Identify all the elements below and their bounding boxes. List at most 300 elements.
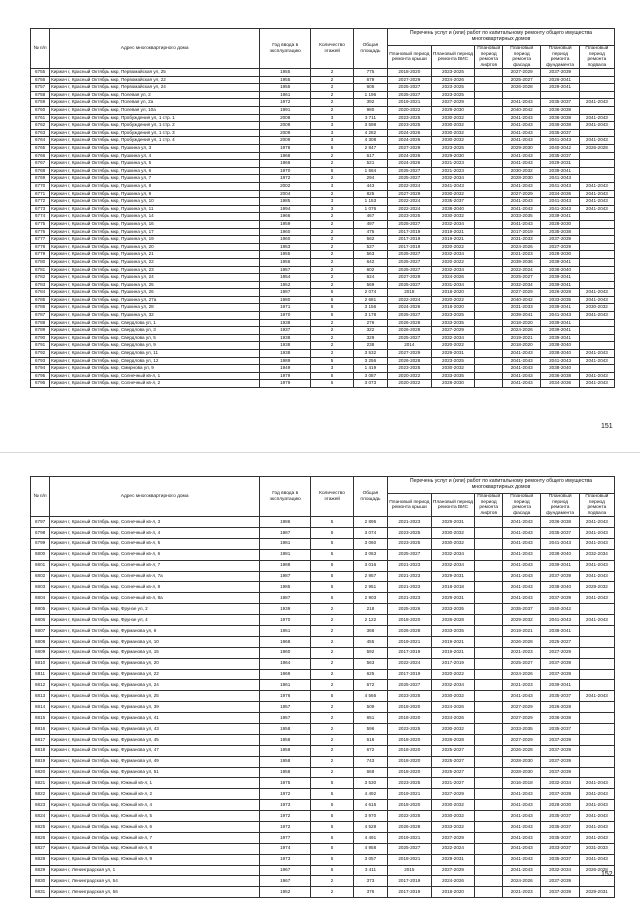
foundation-period-cell: 2037-2039 bbox=[541, 767, 579, 778]
area-cell: 651 bbox=[353, 713, 387, 724]
elevator-period-cell bbox=[475, 304, 503, 312]
roof-period-cell: 2022-2025 bbox=[387, 811, 431, 822]
elevator-period-cell bbox=[475, 129, 503, 137]
floors-cell: 2 bbox=[311, 342, 354, 350]
foundation-period-cell: 2037-2039 bbox=[541, 236, 579, 244]
address-cell: Киржач г, Красный Октябрь мкр, Солнечный кв-л, 8а bbox=[50, 593, 260, 604]
address-cell: Киржач г, Красный Октябрь мкр, Южный кв-л, 7 bbox=[50, 832, 260, 843]
foundation-period-cell: 2037-2039 bbox=[541, 593, 579, 604]
address-cell: Киржач г, Красный Октябрь мкр, Фурманова ул, 22 bbox=[50, 669, 260, 680]
foundation-period-cell: 2034-2036 bbox=[541, 190, 579, 198]
engineering-period-cell: 2030-2032 bbox=[431, 811, 475, 822]
basement-period-cell bbox=[579, 266, 614, 274]
table-row bbox=[31, 84, 615, 92]
area-cell: 3 256 bbox=[353, 357, 387, 365]
engineering-period-cell: 2032-2034 bbox=[431, 251, 475, 259]
facade-period-cell: 2027-2029 bbox=[503, 702, 541, 713]
elevator-period-cell bbox=[475, 175, 503, 183]
roof-period-cell: 2018-2020 bbox=[387, 69, 431, 77]
foundation-period-cell: 2036-2038 bbox=[541, 372, 579, 380]
row-number-cell: 6783 bbox=[31, 281, 50, 289]
engineering-period-cell: 2024-2026 bbox=[431, 876, 475, 887]
elevator-period-cell bbox=[475, 865, 503, 876]
engineering-period-cell: 2032-2034 bbox=[431, 334, 475, 342]
elevator-period-cell bbox=[475, 756, 503, 767]
roof-period-cell: 2017-2019 bbox=[387, 647, 431, 658]
floors-cell: 5 bbox=[311, 312, 354, 320]
elevator-period-cell bbox=[475, 669, 503, 680]
elevator-period-cell bbox=[475, 190, 503, 198]
area-cell: 2 074 bbox=[353, 289, 387, 297]
facade-period-cell: 2025-2027 bbox=[503, 76, 541, 84]
roof-period-cell: 2014 bbox=[387, 342, 431, 350]
area-cell: 624 bbox=[353, 274, 387, 282]
table-row bbox=[31, 832, 615, 843]
year-cell: 2008 bbox=[260, 122, 311, 130]
foundation-period-cell: 2037-2039 bbox=[541, 571, 579, 582]
year-cell: 1987 bbox=[260, 289, 311, 297]
row-number-cell: 6761 bbox=[31, 114, 50, 122]
address-cell: Киржач г, Красный Октябрь мкр, Пушкина ул, 11 bbox=[50, 205, 260, 213]
facade-period-cell: 2039-2036 bbox=[503, 258, 541, 266]
basement-period-cell bbox=[579, 76, 614, 84]
basement-period-cell: 2041-2043 bbox=[579, 357, 614, 365]
row-number-cell: 6788 bbox=[31, 319, 50, 327]
basement-period-cell: 2041-2043 bbox=[579, 205, 614, 213]
year-cell: 1937 bbox=[260, 327, 311, 335]
table-row bbox=[31, 713, 615, 724]
elevator-period-cell bbox=[475, 296, 503, 304]
foundation-period-cell: 2035-2037 bbox=[541, 152, 579, 160]
roof-period-cell: 2017-2019 bbox=[387, 876, 431, 887]
area-cell: 509 bbox=[353, 702, 387, 713]
engineering-period-cell: 2020-2022 bbox=[431, 243, 475, 251]
foundation-period-cell: 2036-2038 bbox=[541, 114, 579, 122]
header-foundation: Плановый период ремонта фундамента bbox=[541, 46, 579, 69]
facade-period-cell: 2024-2026 bbox=[503, 327, 541, 335]
header-foundation: Плановый период ремонта фундамента bbox=[541, 494, 579, 517]
address-cell: Киржач г, Красный Октябрь мкр, Фурманова ул, 43 bbox=[50, 723, 260, 734]
row-number-cell: 6822 bbox=[31, 789, 50, 800]
foundation-period-cell: 2028-2030 bbox=[541, 220, 579, 228]
row-number-cell: 6807 bbox=[31, 625, 50, 636]
row-number-cell: 6794 bbox=[31, 365, 50, 373]
area-cell: 775 bbox=[353, 69, 387, 77]
year-cell: 2009 bbox=[260, 129, 311, 137]
address-cell: Киржач г, Красный Октябрь мкр, Пушкина ул, 5 bbox=[50, 160, 260, 168]
year-cell: 1981 bbox=[260, 538, 311, 549]
table-row bbox=[31, 571, 615, 582]
year-cell: 1987 bbox=[260, 527, 311, 538]
elevator-period-cell bbox=[475, 549, 503, 560]
elevator-period-cell bbox=[475, 822, 503, 833]
address-cell: Киржач г, Красный Октябрь мкр, Солнечный кв-л, 7а bbox=[50, 571, 260, 582]
row-number-cell: 6827 bbox=[31, 843, 50, 854]
floors-cell: 5 bbox=[311, 789, 354, 800]
foundation-period-cell: 2038-2040 bbox=[541, 365, 579, 373]
table-row bbox=[31, 319, 615, 327]
row-number-cell: 6801 bbox=[31, 560, 50, 571]
floors-cell: 5 bbox=[311, 517, 354, 528]
year-cell: 1991 bbox=[260, 107, 311, 115]
table-row bbox=[31, 625, 615, 636]
basement-period-cell: 2030-2032 bbox=[579, 304, 614, 312]
elevator-period-cell bbox=[475, 734, 503, 745]
facade-period-cell: 2041-2043 bbox=[503, 527, 541, 538]
engineering-period-cell: 2026-2028 bbox=[431, 734, 475, 745]
roof-period-cell: 2027-2029 bbox=[387, 350, 431, 358]
facade-period-cell: 2031-2033 bbox=[503, 236, 541, 244]
elevator-period-cell bbox=[475, 319, 503, 327]
engineering-period-cell: 2029-2031 bbox=[431, 350, 475, 358]
foundation-period-cell: 2041-2043 bbox=[541, 538, 579, 549]
row-number-cell: 6803 bbox=[31, 582, 50, 593]
foundation-period-cell: 2039-2041 bbox=[541, 274, 579, 282]
year-cell: 1958 bbox=[260, 723, 311, 734]
floors-cell: 5 bbox=[311, 549, 354, 560]
row-number-cell: 6821 bbox=[31, 778, 50, 789]
row-number-cell: 6759 bbox=[31, 99, 50, 107]
row-number-cell: 6805 bbox=[31, 604, 50, 615]
engineering-period-cell: 2032-2034 bbox=[431, 266, 475, 274]
facade-period-cell: 2041-2043 bbox=[503, 152, 541, 160]
roof-period-cell: 2021-2023 bbox=[387, 571, 431, 582]
floors-cell: 2 bbox=[311, 107, 354, 115]
floors-cell: 5 bbox=[311, 865, 354, 876]
year-cell: 1987 bbox=[260, 593, 311, 604]
foundation-period-cell: 2039-2041 bbox=[541, 680, 579, 691]
basement-period-cell: 2026-2028 bbox=[579, 865, 614, 876]
floors-cell: 2 bbox=[311, 213, 354, 221]
foundation-period-cell: 2035-2037 bbox=[541, 99, 579, 107]
foundation-period-cell: 2033-2037 bbox=[541, 843, 579, 854]
elevator-period-cell bbox=[475, 625, 503, 636]
floors-cell: 2 bbox=[311, 69, 354, 77]
area-cell: 2 681 bbox=[353, 296, 387, 304]
roof-period-cell: 2021-2023 bbox=[387, 560, 431, 571]
basement-period-cell bbox=[579, 734, 614, 745]
foundation-period-cell: 2027-2029 bbox=[541, 647, 579, 658]
roof-period-cell: 2025-2027 bbox=[387, 258, 431, 266]
roof-period-cell: 2015 bbox=[387, 865, 431, 876]
year-cell: 1974 bbox=[260, 843, 311, 854]
address-cell: Киржач г, Красный Октябрь мкр, Пушкина ул, 6 bbox=[50, 167, 260, 175]
area-cell: 3 057 bbox=[353, 854, 387, 865]
row-number-cell: 6830 bbox=[31, 876, 50, 887]
area-cell: 392 bbox=[353, 99, 387, 107]
table-row bbox=[31, 527, 615, 538]
roof-period-cell: 2023-2025 bbox=[387, 723, 431, 734]
row-number-cell: 6806 bbox=[31, 615, 50, 626]
row-number-cell: 6808 bbox=[31, 636, 50, 647]
foundation-period-cell: 2040-2042 bbox=[541, 145, 579, 153]
floors-cell: 5 bbox=[311, 800, 354, 811]
facade-period-cell: 2041-2043 bbox=[503, 822, 541, 833]
floors-cell: 2 bbox=[311, 658, 354, 669]
facade-period-cell: 2041-2043 bbox=[503, 582, 541, 593]
basement-period-cell: 2041-2043 bbox=[579, 182, 614, 190]
engineering-period-cell: 2033-2035 bbox=[431, 319, 475, 327]
header-floors: Количество этажей bbox=[311, 477, 354, 517]
facade-period-cell: 2041-2043 bbox=[503, 843, 541, 854]
year-cell: 1975 bbox=[260, 778, 311, 789]
area-cell: 1 076 bbox=[353, 205, 387, 213]
table-row bbox=[31, 549, 615, 560]
row-number-cell: 6831 bbox=[31, 887, 50, 898]
area-cell: 329 bbox=[353, 334, 387, 342]
year-cell: 1952 bbox=[260, 281, 311, 289]
row-number-cell: 6789 bbox=[31, 327, 50, 335]
year-cell: 1958 bbox=[260, 734, 311, 745]
foundation-period-cell: 2025-2027 bbox=[541, 636, 579, 647]
foundation-period-cell: 2038-2040 bbox=[541, 266, 579, 274]
roof-period-cell: 2025-2027 bbox=[387, 84, 431, 92]
elevator-period-cell bbox=[475, 312, 503, 320]
foundation-period-cell: 2028-2030 bbox=[541, 251, 579, 259]
foundation-period-cell: 2037-2039 bbox=[541, 887, 579, 898]
elevator-period-cell bbox=[475, 342, 503, 350]
table-row bbox=[31, 266, 615, 274]
roof-period-cell: 2025-2027 bbox=[387, 281, 431, 289]
address-cell: Киржач г, Красный Октябрь мкр, Свердлова ул, 3 bbox=[50, 327, 260, 335]
year-cell: 1987 bbox=[260, 571, 311, 582]
roof-period-cell: 2018-2020 bbox=[387, 767, 431, 778]
foundation-period-cell: 2035-2037 bbox=[541, 811, 579, 822]
basement-period-cell bbox=[579, 91, 614, 99]
basement-period-cell bbox=[579, 69, 614, 77]
engineering-period-cell: 2033-2035 bbox=[431, 625, 475, 636]
table-row bbox=[31, 593, 615, 604]
basement-period-cell: 2041-2043 bbox=[579, 350, 614, 358]
address-cell: Киржач г, Красный Октябрь мкр, Фурманова ул, 47 bbox=[50, 745, 260, 756]
year-cell: 1955 bbox=[260, 69, 311, 77]
area-cell: 625 bbox=[353, 669, 387, 680]
area-cell: 3 063 bbox=[353, 549, 387, 560]
roof-period-cell: 2019-2021 bbox=[387, 789, 431, 800]
table-row bbox=[31, 636, 615, 647]
foundation-period-cell: 2041-2043 bbox=[541, 205, 579, 213]
roof-period-cell: 2024-2026 bbox=[387, 129, 431, 137]
table-sheet bbox=[30, 476, 615, 898]
basement-period-cell: 2041-2043 bbox=[579, 312, 614, 320]
roof-period-cell: 2025-2027 bbox=[387, 167, 431, 175]
roof-period-cell: 2022-2024 bbox=[387, 296, 431, 304]
foundation-period-cell: 2029-2041 bbox=[541, 84, 579, 92]
table-row bbox=[31, 811, 615, 822]
elevator-period-cell bbox=[475, 647, 503, 658]
address-cell: Киржач г, Красный Октябрь мкр, Пушкина ул, 23 bbox=[50, 266, 260, 274]
foundation-period-cell: 2035-2037 bbox=[541, 527, 579, 538]
roof-period-cell: 2023-2025 bbox=[387, 691, 431, 702]
table-row bbox=[31, 274, 615, 282]
facade-period-cell: 2041-2043 bbox=[503, 517, 541, 528]
engineering-period-cell: 2030-2032 bbox=[431, 137, 475, 145]
table-row bbox=[31, 99, 615, 107]
facade-period-cell: 2019-2021 bbox=[503, 334, 541, 342]
foundation-period-cell: 2041-2043 bbox=[541, 182, 579, 190]
row-number-cell: 6791 bbox=[31, 342, 50, 350]
floors-cell: 3 bbox=[311, 114, 354, 122]
address-cell: Киржач г, Красный Октябрь мкр, Пушкина ул, 20 bbox=[50, 243, 260, 251]
foundation-period-cell: 2034-2036 bbox=[541, 380, 579, 388]
facade-period-cell: 2031-2033 bbox=[503, 304, 541, 312]
row-number-cell: 6809 bbox=[31, 647, 50, 658]
foundation-period-cell: 2037-2039 bbox=[541, 789, 579, 800]
year-cell: 1957 bbox=[260, 266, 311, 274]
foundation-period-cell: 2041-2043 bbox=[541, 357, 579, 365]
floors-cell: 2 bbox=[311, 258, 354, 266]
roof-period-cell: 2026-2028 bbox=[387, 822, 431, 833]
elevator-period-cell bbox=[475, 145, 503, 153]
elevator-period-cell bbox=[475, 778, 503, 789]
roof-period-cell: 2021-2023 bbox=[387, 517, 431, 528]
address-cell: Киржач г, Красный Октябрь мкр, Пушкина ул, 16 bbox=[50, 220, 260, 228]
table-row bbox=[31, 296, 615, 304]
area-cell: 1 153 bbox=[353, 198, 387, 206]
roof-period-cell: 2023-2025 bbox=[387, 365, 431, 373]
row-number-cell: 6779 bbox=[31, 251, 50, 259]
year-cell: 1979 bbox=[260, 372, 311, 380]
basement-period-cell bbox=[579, 327, 614, 335]
table-row bbox=[31, 258, 615, 266]
engineering-period-cell: 2032-2034 bbox=[431, 220, 475, 228]
foundation-period-cell: 2038-2040 bbox=[541, 342, 579, 350]
facade-period-cell: 2041-2043 bbox=[503, 137, 541, 145]
header-year: Год ввода в эксплуатацию bbox=[260, 477, 311, 517]
floors-cell: 2 bbox=[311, 228, 354, 236]
table-row bbox=[31, 312, 615, 320]
year-cell: 1966 bbox=[260, 213, 311, 221]
address-cell: Киржач г, Красный Октябрь мкр, Южный кв-л, 1 bbox=[50, 778, 260, 789]
facade-period-cell: 2041-2043 bbox=[503, 593, 541, 604]
area-cell: 238 bbox=[353, 342, 387, 350]
basement-period-cell bbox=[579, 702, 614, 713]
foundation-period-cell: 2038-2041 bbox=[541, 625, 579, 636]
engineering-period-cell: 2027-2029 bbox=[431, 789, 475, 800]
engineering-period-cell: 2023-2025 bbox=[431, 69, 475, 77]
basement-period-cell bbox=[579, 251, 614, 259]
foundation-period-cell: 2035-2037 bbox=[541, 129, 579, 137]
year-cell: 1955 bbox=[260, 84, 311, 92]
floors-cell: 2 bbox=[311, 647, 354, 658]
address-cell: Киржач г, Красный Октябрь мкр, Фурманова ул, 20 bbox=[50, 658, 260, 669]
row-number-cell: 6814 bbox=[31, 702, 50, 713]
floors-cell: 5 bbox=[311, 145, 354, 153]
area-cell: 4 282 bbox=[353, 129, 387, 137]
year-cell: 1939 bbox=[260, 604, 311, 615]
area-cell: 373 bbox=[353, 876, 387, 887]
elevator-period-cell bbox=[475, 114, 503, 122]
area-cell: 592 bbox=[353, 647, 387, 658]
area-cell: 2 951 bbox=[353, 582, 387, 593]
facade-period-cell: 2029-2030 bbox=[503, 145, 541, 153]
basement-period-cell: 2041-2043 bbox=[579, 538, 614, 549]
year-cell: 1994 bbox=[260, 205, 311, 213]
address-cell: Киржач г, Красный Октябрь мкр, Пушкина ул, 21 bbox=[50, 251, 260, 259]
address-cell: Киржач г, Красный Октябрь мкр, Пушкина ул, 17 bbox=[50, 228, 260, 236]
elevator-period-cell bbox=[475, 327, 503, 335]
area-cell: 679 bbox=[353, 76, 387, 84]
table-row bbox=[31, 190, 615, 198]
basement-period-cell bbox=[579, 258, 614, 266]
year-cell: 1972 bbox=[260, 822, 311, 833]
year-cell: 1938 bbox=[260, 319, 311, 327]
engineering-period-cell: 2038-2040 bbox=[431, 205, 475, 213]
floors-cell: 2 bbox=[311, 152, 354, 160]
facade-period-cell: 2041-2043 bbox=[503, 811, 541, 822]
area-cell: 563 bbox=[353, 251, 387, 259]
elevator-period-cell bbox=[475, 205, 503, 213]
basement-period-cell bbox=[579, 636, 614, 647]
address-cell: Киржач г, Красный Октябрь мкр, Пушкина ул, 3 bbox=[50, 145, 260, 153]
table-row bbox=[31, 107, 615, 115]
facade-period-cell: 2041-2043 bbox=[503, 832, 541, 843]
roof-period-cell: 2025-2027 bbox=[387, 251, 431, 259]
foundation-period-cell: 2041-2043 bbox=[541, 312, 579, 320]
row-number-cell: 6804 bbox=[31, 593, 50, 604]
foundation-period-cell: 2041-2043 bbox=[541, 198, 579, 206]
area-cell: 218 bbox=[353, 604, 387, 615]
year-cell: 2009 bbox=[260, 137, 311, 145]
floors-cell: 2 bbox=[311, 734, 354, 745]
basement-period-cell bbox=[579, 365, 614, 373]
elevator-period-cell bbox=[475, 560, 503, 571]
elevator-period-cell bbox=[475, 99, 503, 107]
facade-period-cell: 2026-2028 bbox=[503, 636, 541, 647]
year-cell: 1958 bbox=[260, 767, 311, 778]
address-cell: Киржач г, Ленинградская ул, 56 bbox=[50, 887, 260, 898]
table-row bbox=[31, 604, 615, 615]
table-row bbox=[31, 669, 615, 680]
area-cell: 368 bbox=[353, 625, 387, 636]
floors-cell: 2 bbox=[311, 615, 354, 626]
engineering-period-cell: 2024-2026 bbox=[431, 274, 475, 282]
engineering-period-cell: 2018-2020 bbox=[431, 887, 475, 898]
table-row bbox=[31, 182, 615, 190]
elevator-period-cell bbox=[475, 236, 503, 244]
row-number-cell: 6772 bbox=[31, 198, 50, 206]
foundation-period-cell: 2041-2043 bbox=[541, 137, 579, 145]
basement-period-cell bbox=[579, 319, 614, 327]
address-cell: Киржач г, Красный Октябрь мкр, Солнечный кв-л, 2 bbox=[50, 380, 260, 388]
facade-period-cell: 2017-2019 bbox=[503, 228, 541, 236]
address-cell: Киржач г, Красный Октябрь мкр, Свердлова ул, 11 bbox=[50, 350, 260, 358]
floors-cell: 2 bbox=[311, 887, 354, 898]
foundation-period-cell: 2037-2039 bbox=[541, 658, 579, 669]
engineering-period-cell: 2029-2031 bbox=[431, 593, 475, 604]
area-cell: 605 bbox=[353, 84, 387, 92]
roof-period-cell: 2025-2027 bbox=[387, 91, 431, 99]
capital-repair-table bbox=[30, 28, 615, 388]
floors-cell: 2 bbox=[311, 274, 354, 282]
address-cell: Киржач г, Красный Октябрь мкр, Южный кв-л, 6 bbox=[50, 822, 260, 833]
area-cell: 616 bbox=[353, 734, 387, 745]
facade-period-cell: 2027-2029 bbox=[503, 190, 541, 198]
header-num: № п/п bbox=[31, 477, 50, 517]
table-row bbox=[31, 175, 615, 183]
basement-period-cell: 2041-2043 bbox=[579, 854, 614, 865]
table-row bbox=[31, 243, 615, 251]
roof-period-cell: 2017-2019 bbox=[387, 669, 431, 680]
engineering-period-cell: 2023-2025 bbox=[431, 312, 475, 320]
basement-period-cell bbox=[579, 658, 614, 669]
row-number-cell: 6823 bbox=[31, 800, 50, 811]
foundation-period-cell: 2036-2038 bbox=[541, 122, 579, 130]
elevator-period-cell bbox=[475, 365, 503, 373]
area-cell: 455 bbox=[353, 636, 387, 647]
address-cell: Киржач г, Красный Октябрь мкр, Полевая ул, 10а bbox=[50, 107, 260, 115]
basement-period-cell bbox=[579, 160, 614, 168]
